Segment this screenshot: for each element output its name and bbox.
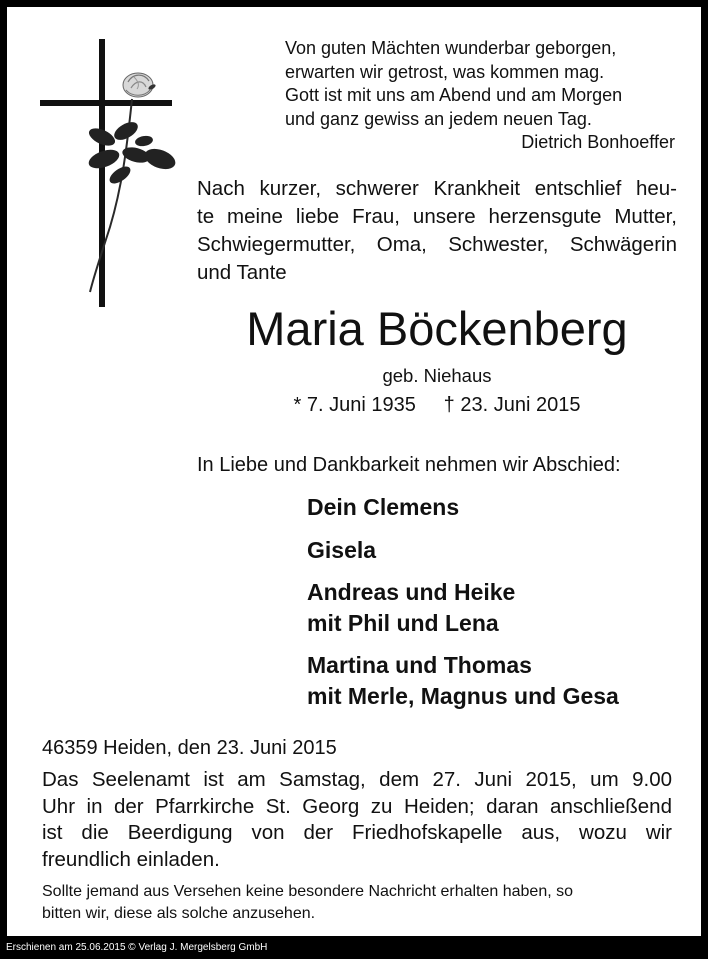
deceased-name: Maria Böckenberg xyxy=(246,302,628,355)
poem-author: Dietrich Bonhoeffer xyxy=(521,132,675,152)
family-list xyxy=(307,492,619,711)
intro-line: te meine liebe Frau, unsere herzensgute Mutter, xyxy=(197,205,677,228)
notice-note xyxy=(42,881,672,925)
note-line: bitten wir, diese als solche anzusehen. xyxy=(42,905,316,922)
family-member: Martina und Thomas xyxy=(307,652,532,678)
poem-line: Von guten Mächten wunderbar geborgen, xyxy=(285,38,617,58)
life-dates xyxy=(197,392,677,418)
family-member: Dein Clemens xyxy=(307,494,460,520)
birth-name: geb. Niehaus xyxy=(382,365,492,386)
farewell-line: In Liebe und Dankbarkeit nehmen wir Abschied: xyxy=(197,454,621,476)
family-member: Gisela xyxy=(307,536,377,563)
poem-line: und ganz gewiss an jedem neuen Tag. xyxy=(285,108,592,129)
family-member: mit Merle, Magnus und Gesa xyxy=(307,682,619,709)
service-line: Das Seelenamt ist am Samstag, dem 27. Juni 2015, um 9.00 xyxy=(42,768,672,791)
publisher-footer: Erschienen am 25.06.2015 © Verlag J. Mergelsberg GmbH xyxy=(6,942,268,953)
service-info xyxy=(42,767,672,873)
death-date: † 23. Juni 2015 xyxy=(443,394,581,416)
poem-line: erwarten wir getrost, was kommen mag. xyxy=(285,61,605,82)
cross-with-rose-icon xyxy=(32,37,192,322)
family-member: Andreas und Heike xyxy=(307,579,516,605)
family-member: mit Phil und Lena xyxy=(307,609,499,636)
poem-line: Gott ist mit uns am Abend und am Morgen xyxy=(285,85,623,105)
intro-line: Nach kurzer, schwerer Krankheit entschlief heu- xyxy=(197,177,677,200)
intro-text xyxy=(197,175,677,287)
service-line: freundlich einladen. xyxy=(42,847,220,871)
service-line: ist die Beerdigung von der Friedhofskapelle aus, wozu wir xyxy=(42,821,672,844)
place-date: 46359 Heiden, den 23. Juni 2015 xyxy=(42,737,337,759)
obituary-card xyxy=(7,7,701,936)
birth-date: * 7. Juni 1935 xyxy=(293,394,416,416)
intro-line: Schwiegermutter, Oma, Schwester, Schwägerin xyxy=(197,233,677,256)
note-line: Sollte jemand aus Versehen keine besondere Nachricht erhalten haben, so xyxy=(42,883,574,900)
service-line: Uhr in der Pfarrkirche St. Georg zu Heiden; daran anschließend xyxy=(42,794,672,818)
intro-line: und Tante xyxy=(197,261,287,284)
poem xyxy=(285,37,675,155)
